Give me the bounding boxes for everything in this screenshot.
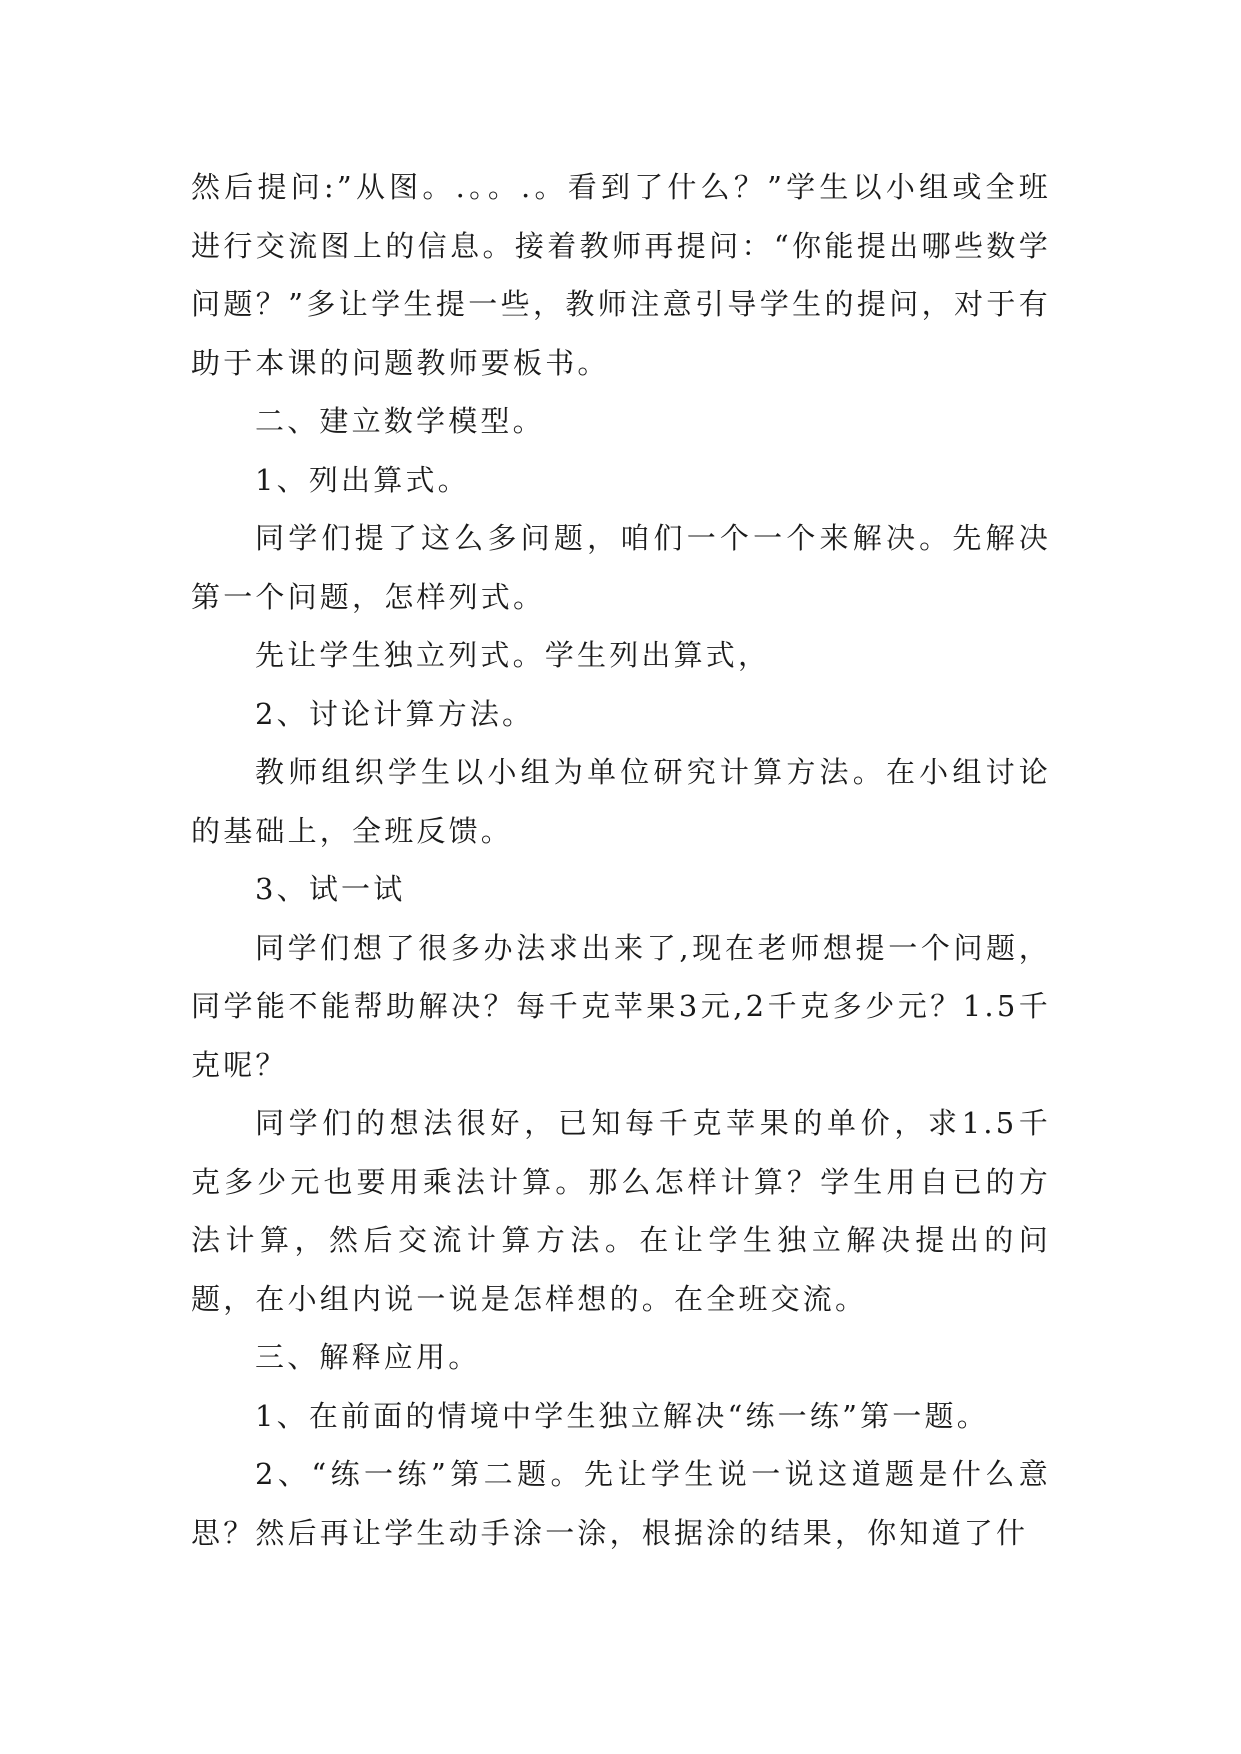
subheading-try-it: 3、试一试: [255, 872, 406, 906]
paragraph-intro: 然后提问:”从图。.。。.。看到了什么？”学生以小组或全班进行交流图上的信息。接着教师再提问：“你能提出哪些数学问题？”多让学生提一些，教师注意引导学生的提问，对于有助于本课的问题教师要板书。: [191, 170, 1051, 380]
subheading-list-formula: 1、列出算式。: [255, 462, 470, 497]
heading-section-three: 三、解释应用。: [255, 1340, 481, 1374]
subheading-discuss-method: 2、讨论计算方法。: [255, 696, 535, 731]
paragraph-solve-questions: 同学们提了这么多问题，咱们一个一个来解决。先解决第一个问题，怎样列式。: [191, 521, 1051, 614]
paragraph-practice-two: 2、“练一练”第二题。先让学生说一说这道题是什么意思？然后再让学生动手涂一涂，根据涂的结果，你知道了什: [191, 1457, 1051, 1550]
paragraph-multiplication: 同学们的想法很好，已知每千克苹果的单价，求1.5千克多少元也要用乘法计算。那么怎样计算？学生用自已的方法计算，然后交流计算方法。在让学生独立解决提出的问题，在小组内说一说是怎样想的。在全班交流。: [191, 1106, 1051, 1316]
document-body: [191, 158, 1051, 1562]
heading-section-two: 二、建立数学模型。: [255, 404, 545, 438]
paragraph-independent-formula: 先让学生独立列式。学生列出算式，: [255, 638, 771, 672]
paragraph-practice-one: 1、在前面的情境中学生独立解决“练一练”第一题。: [255, 1398, 989, 1433]
paragraph-group-research: 教师组织学生以小组为单位研究计算方法。在小组讨论的基础上，全班反馈。: [191, 755, 1051, 848]
paragraph-apple-question: 同学们想了很多办法求出来了,现在老师想提一个问题，同学能不能帮助解决？每千克苹果3元,2千克多少元？1.5千克呢？: [191, 930, 1051, 1082]
